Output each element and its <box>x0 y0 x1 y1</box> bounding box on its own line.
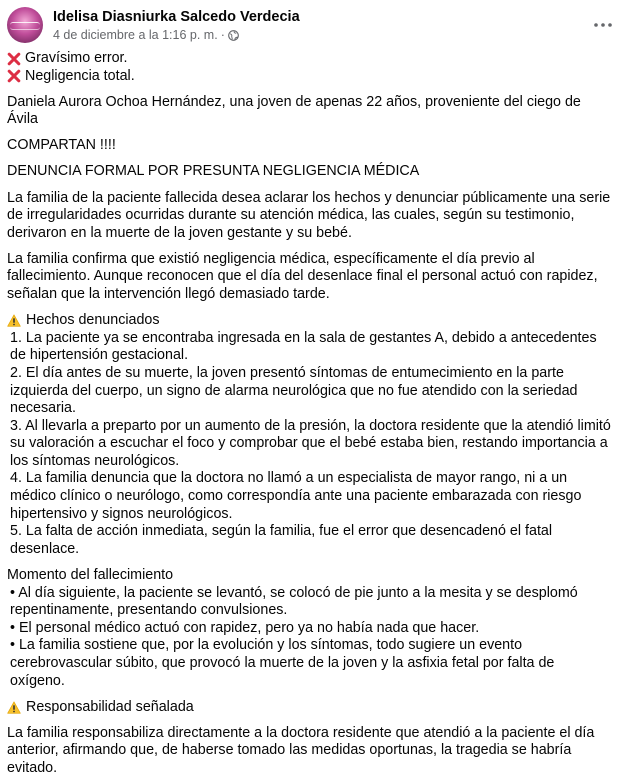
list-item: • El personal médico actuó con rapidez, pero ya no había nada que hacer. <box>10 619 480 636</box>
section-title-hechos <box>7 312 613 330</box>
list-item: 2. El día antes de su muerte, la joven presentó síntomas de entumecimiento en la parte izquierda del cuerpo, un signo de alarma neurológica que no fue atendido con la seriedad necesaria. <box>10 364 578 417</box>
error-line <box>7 68 613 86</box>
section-title-momento: Momento del fallecimiento <box>7 566 174 583</box>
red-x-icon <box>7 69 21 83</box>
warning-icon <box>7 701 21 714</box>
post-meta <box>53 28 239 42</box>
section-title-text: Responsabilidad señalada <box>26 698 194 715</box>
post-timestamp[interactable]: 4 de diciembre a la 1:16 p. m. <box>53 28 218 42</box>
error-line-text: Negligencia total. <box>25 67 135 84</box>
more-horizontal-icon <box>594 23 612 27</box>
intro-text: Daniela Aurora Ochoa Hernández, una joven de apenas 22 años, proveniente del ciego de Ávila <box>7 93 581 128</box>
list-item: • La familia sostiene que, por la evolución y los síntomas, todo sugiere un evento cerebrovascular súbito, que provocó la muerte de la joven y la asfixia fetal por falta de oxígeno. <box>10 637 555 689</box>
share-call: COMPARTAN !!!! <box>7 137 116 154</box>
list-item: • Al día siguiente, la paciente se levantó, se colocó de pie junto a la mesita y se desplomó repentinamente, presentando convulsiones. <box>10 584 578 619</box>
list-item: 4. La familia denuncia que la doctora no llamó a un especialista de mayor rango, ni a un médico clínico o neurólogo, como correspondía ante una paciente embarazada con riesgo hipertensivo y signos neurológicos. <box>10 470 582 522</box>
section-title-text: Hechos denunciados <box>26 312 160 329</box>
warning-icon <box>7 314 21 327</box>
section-title-responsabilidad <box>7 699 613 717</box>
more-options-button[interactable] <box>590 15 616 35</box>
avatar[interactable] <box>7 7 43 43</box>
hechos-list <box>7 330 613 559</box>
paragraph-3: La familia responsabiliza directamente a la doctora residente que atendió a la paciente el día anterior, afirmando que, de haberse tomado las medidas oportunas, la tragedia se habría evitado. <box>7 724 595 776</box>
heading: DENUNCIA FORMAL POR PRESUNTA NEGLIGENCIA MÉDICA <box>7 163 420 180</box>
paragraph-1: La familia de la paciente fallecida desea aclarar los hechos y denunciar públicamente una serie de irregularidades ocurridas durante su atención médica, las cuales, según su testimonio, derivaron en la muerte de la joven gestante y su bebé. <box>7 189 611 241</box>
momento-list <box>7 585 613 691</box>
error-line <box>7 50 613 68</box>
post-header <box>7 7 618 45</box>
list-item: 1. La paciente ya se encontraba ingresada en la sala de gestantes A, debido a antecedentes de hipertensión gestacional. <box>10 329 597 364</box>
list-item: 5. La falta de acción inmediata, según la familia, fue el error que desencadenó el fatal desenlace. <box>10 523 553 557</box>
meta-separator: · <box>220 28 225 42</box>
red-x-icon <box>7 52 21 66</box>
author-name[interactable]: Idelisa Diasniurka Salcedo Verdecia <box>53 9 300 25</box>
error-line-text: Gravísimo error. <box>25 50 128 66</box>
list-item: 3. Al llevarla a preparto por un aumento de la presión, la doctora residente que la atendió limitó su valoración a escuchar el foco y comprobar que el bebé estaba bien, restando importancia a los síntomas neurológicos. <box>10 417 611 469</box>
paragraph-2: La familia confirma que existió negligencia médica, específicamente el día previo al fallecimiento. Aunque reconocen que el día del desenlace final el personal actuó con rapidez, señalan que la intervención llegó demasiado tarde. <box>7 250 598 303</box>
globe-icon[interactable] <box>228 30 239 41</box>
post-body <box>7 50 613 777</box>
